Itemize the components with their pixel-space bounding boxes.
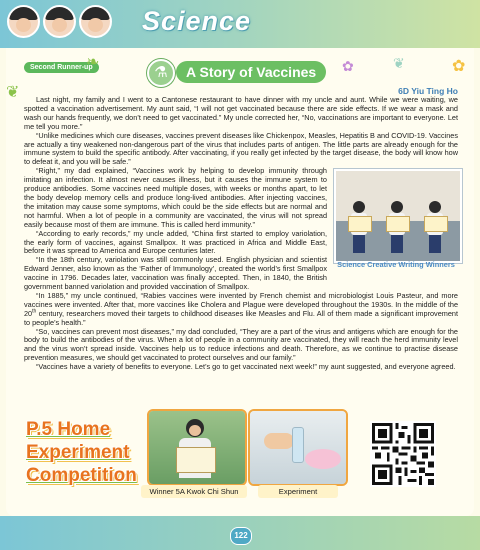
experiment-caption: Experiment	[258, 485, 338, 498]
flower-icon: ✿	[342, 58, 354, 74]
leaf-icon: ❦	[393, 55, 405, 71]
qr-code[interactable]	[370, 421, 436, 487]
section-title: Science	[142, 6, 252, 36]
flower-icon: ✿	[452, 58, 466, 75]
student-avatar	[7, 5, 40, 38]
microscope-icon: ⚗	[147, 59, 175, 87]
leaf-icon: ❧	[86, 54, 100, 71]
story-title: A Story of Vaccines	[176, 61, 326, 83]
story-paragraph: “So, vaccines can prevent most diseases,” my dad concluded, “They are a part of the virus and antigens which are enough for the body to build the antibodies of the virus. When a lot of people in a community are vaccinated, they will reach the herd immunity level and the virus won’t spread inside. Vaccines help us to reduce infections and death. Therefore, as we continue to practise disease prevention measures, we should get vaccinated to protect ourselves and our family.”	[24, 326, 458, 363]
award-badge: Second Runner-up	[24, 62, 99, 73]
story-author: 6D Yiu Ting Ho	[398, 86, 458, 96]
story-article	[24, 96, 458, 372]
winner-caption: Winner 5A Kwok Chi Shun	[141, 485, 247, 498]
story-paragraph: “In 1885,” my uncle continued, “Rabies vaccines were invented by French chemist and microbiologist Louis Pasteur, and more vaccines were invented. After that, more vaccines like Cholera and Plague were developed throughout the 1930s. In the middle of the 20th century, researchers moved their targets to childhood diseases like Measles and Flu. All of them made a significant improvement to people’s health.”	[24, 290, 458, 327]
competition-title: P.5 Home Experiment Competition	[26, 419, 137, 486]
page-number: 122	[230, 527, 252, 545]
winners-photo-frame	[334, 169, 462, 263]
story-paragraph: “In the 18th century, variolation was still commonly used. English physician and scientist Edward Jenner, also known as the ‘Father of Immunology’, created the world’s first Smallpox vaccine in 1796. Decades later, vaccination was finally accepted. Then, in 1840, the British government banned variolation and provided vaccination of Smallpox.	[24, 255, 327, 292]
story-paragraph: “Vaccines have a variety of benefits to everyone. Let’s go to get vaccinated next week!” my aunt suggested, and everyone agreed.	[36, 362, 456, 372]
winners-caption: Science Creative Writing Winners	[337, 260, 455, 270]
student-avatar	[79, 5, 112, 38]
winners-photo	[334, 169, 458, 273]
experiment-photo	[248, 409, 348, 486]
story-paragraph: Last night, my family and I went to a Cantonese restaurant to have dinner with my uncle and aunt. While we were waiting, we spotted a vaccination advertisement. My aunt said, “I will not get vaccinated because there are side effects. If we wear a mask and wash our hands frequently, we don’t need to get vaccinated.” My uncle corrected her, “No, vaccinations are important to everyone. Let me tell you more.”	[24, 95, 458, 131]
winner-photo	[147, 409, 247, 486]
leaf-icon: ❦	[6, 84, 20, 101]
student-avatar	[43, 5, 76, 38]
story-paragraph: “Unlike medicines which cure diseases, vaccines prevent diseases like Chickenpox, Measles, Hepatitis B and COVID-19. Vaccines are actually a tiny weakened non-dangerous part of the virus that includes parts of antigen. The little parts are already enough for the immune system to build the specific antibody. After vaccinating, if you really get infected by the target disease, the body will know how to defeat it, and you will be safe.”	[24, 130, 458, 167]
story-paragraph: “Right,” my dad explained, “Vaccines work by helping to develop immunity through imitating an infection. It almost never causes illness, but it causes the immune system to produce antibodies. Some vaccines need multiple doses, with weeks or months apart, to let the body develop memory cells and produce long-lived antibodies. After injecting vaccines, the imitation may cause some symptoms, which could be the side effects but are normal and not harmful. When a lot of people in a community are vaccinated, the virus will not spread easily because most of them are immune. This is called herd immunity.”	[24, 166, 327, 229]
story-paragraph: “According to early records,” my uncle added, “China first started to employ variolation, the early form of vaccines, against Smallpox. It was practiced in Africa and Middle East, before it was spread to America and Europe centuries later.	[24, 228, 327, 256]
